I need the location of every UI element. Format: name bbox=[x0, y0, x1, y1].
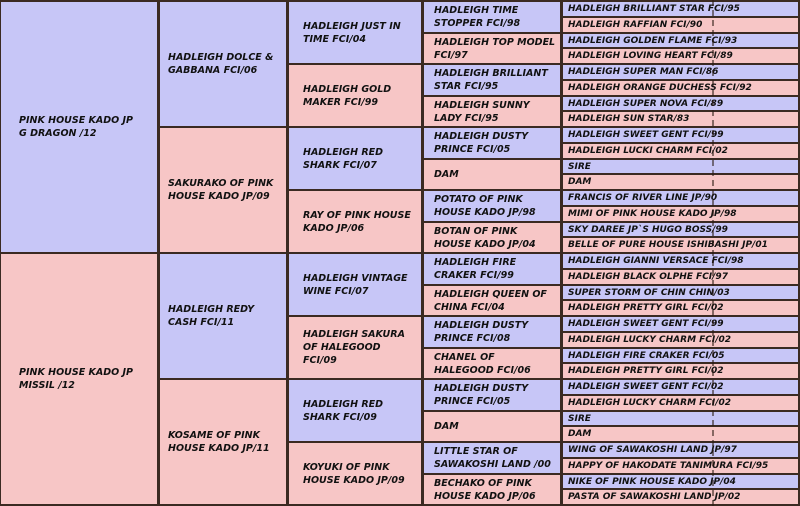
gen5-ancestor: HADLEIGH LUCKY CHARM FCI/02 bbox=[563, 333, 798, 347]
gen5-ancestor: HADLEIGH BLACK OLPHE FCI/97 bbox=[563, 270, 798, 284]
gen5-ancestor: HADLEIGH LUCKI CHARM FCI/02 bbox=[563, 144, 798, 158]
gen5-ancestor: HAPPY OF HAKODATE TANIMURA FCI/95 bbox=[563, 459, 798, 473]
gen5-ancestor: FRANCIS OF RIVER LINE JP/90 bbox=[563, 191, 798, 205]
gen5-ancestor: HADLEIGH SWEET GENT FCI/99 bbox=[563, 128, 798, 142]
gen3-ancestor: HADLEIGH RED SHARK FCI/09 bbox=[289, 380, 421, 441]
gen5-ancestor: HADLEIGH GOLDEN FLAME FCI/93 bbox=[563, 34, 798, 47]
gen4-ancestor: DAM bbox=[424, 160, 560, 189]
gen3-ancestor: KOYUKI OF PINK HOUSE KADO JP/09 bbox=[289, 443, 421, 504]
gen4-ancestor: HADLEIGH BRILLIANT STAR FCI/95 bbox=[424, 65, 560, 95]
gen4-ancestor: BOTAN OF PINK HOUSE KADO JP/04 bbox=[424, 223, 560, 252]
gen5-ancestor: HADLEIGH SWEET GENT FCI/99 bbox=[563, 317, 798, 331]
gen4-ancestor: HADLEIGH SUNNY LADY FCI/95 bbox=[424, 97, 560, 126]
gen3-ancestor: RAY OF PINK HOUSE KADO JP/06 bbox=[289, 191, 421, 252]
gen2-ancestor: HADLEIGH REDY CASH FCI/11 bbox=[160, 254, 286, 378]
gen4-ancestor: BECHAKO OF PINK HOUSE KADO JP/06 bbox=[424, 475, 560, 504]
gen4-ancestor: HADLEIGH DUSTY PRINCE FCI/05 bbox=[424, 128, 560, 158]
gen5-ancestor: DAM bbox=[563, 175, 798, 189]
gen5-ancestor: SIRE bbox=[563, 160, 798, 173]
gen5-ancestor: HADLEIGH BRILLIANT STAR FCI/95 bbox=[563, 2, 798, 16]
gen5-ancestor: BELLE OF PURE HOUSE ISHIBASHI JP/01 bbox=[563, 238, 798, 252]
gen4-ancestor: HADLEIGH DUSTY PRINCE FCI/08 bbox=[424, 317, 560, 347]
gen5-ancestor: HADLEIGH LUCKY CHARM FCI/02 bbox=[563, 396, 798, 410]
gen3-ancestor: HADLEIGH GOLD MAKER FCI/99 bbox=[289, 65, 421, 126]
gen4-ancestor: HADLEIGH QUEEN OF CHINA FCI/04 bbox=[424, 286, 560, 315]
gen4-ancestor: POTATO OF PINK HOUSE KADO JP/98 bbox=[424, 191, 560, 221]
gen4-ancestor: HADLEIGH TOP MODEL FCI/97 bbox=[424, 34, 560, 63]
gen3-ancestor: HADLEIGH RED SHARK FCI/07 bbox=[289, 128, 421, 189]
gen3-ancestor: HADLEIGH SAKURA OF HALEGOOD FCI/09 bbox=[289, 317, 421, 378]
gen3-ancestor: HADLEIGH VINTAGE WINE FCI/07 bbox=[289, 254, 421, 315]
gen5-ancestor: NIKE OF PINK HOUSE KADO JP/04 bbox=[563, 475, 798, 488]
gen4-ancestor: HADLEIGH FIRE CRAKER FCI/99 bbox=[424, 254, 560, 284]
gen2-ancestor: SAKURAKO OF PINK HOUSE KADO JP/09 bbox=[160, 128, 286, 252]
gen5-ancestor: HADLEIGH PRETTY GIRL FCI/02 bbox=[563, 364, 798, 378]
gen5-ancestor: SUPER STORM OF CHIN CHIN/03 bbox=[563, 286, 798, 299]
gen5-ancestor: MIMI OF PINK HOUSE KADO JP/98 bbox=[563, 207, 798, 221]
gen5-ancestor: HADLEIGH SWEET GENT FCI/02 bbox=[563, 380, 798, 394]
gen4-ancestor: HADLEIGH DUSTY PRINCE FCI/05 bbox=[424, 380, 560, 410]
gen5-ancestor: WING OF SAWAKOSHI LAND JP/97 bbox=[563, 443, 798, 457]
gen5-ancestor: HADLEIGH SUPER NOVA FCI/89 bbox=[563, 97, 798, 110]
gen4-ancestor: CHANEL OF HALEGOOD FCI/06 bbox=[424, 349, 560, 378]
gen5-ancestor: HADLEIGH LOVING HEART FCI/89 bbox=[563, 49, 798, 63]
gen5-ancestor: HADLEIGH FIRE CRAKER FCI/05 bbox=[563, 349, 798, 362]
dog-2: PINK HOUSE KADO JP MISSIL /12 bbox=[1, 254, 157, 504]
gen5-ancestor: HADLEIGH RAFFIAN FCI/90 bbox=[563, 18, 798, 32]
gen2-ancestor: HADLEIGH DOLCE & GABBANA FCI/06 bbox=[160, 2, 286, 126]
gen4-ancestor: HADLEIGH TIME STOPPER FCI/98 bbox=[424, 2, 560, 32]
gen3-ancestor: HADLEIGH JUST IN TIME FCI/04 bbox=[289, 2, 421, 63]
gen4-ancestor: DAM bbox=[424, 412, 560, 441]
gen5-ancestor: SKY DAREE JP`S HUGO BOSS/99 bbox=[563, 223, 798, 236]
gen5-ancestor: PASTA OF SAWAKOSHI LAND JP/02 bbox=[563, 490, 798, 504]
dog-1: PINK HOUSE KADO JP G DRAGON /12 bbox=[1, 2, 157, 252]
gen5-ancestor: DAM bbox=[563, 427, 798, 441]
gen5-ancestor: HADLEIGH PRETTY GIRL FCI/02 bbox=[563, 301, 798, 315]
gen5-ancestor: SIRE bbox=[563, 412, 798, 425]
gen4-ancestor: LITTLE STAR OF SAWAKOSHI LAND /00 bbox=[424, 443, 560, 473]
gen5-ancestor: HADLEIGH SUN STAR/83 bbox=[563, 112, 798, 126]
gen2-ancestor: KOSAME OF PINK HOUSE KADO JP/11 bbox=[160, 380, 286, 504]
gen5-ancestor: HADLEIGH ORANGE DUCHESS FCI/92 bbox=[563, 81, 798, 95]
gen5-ancestor: HADLEIGH GIANNI VERSACE FCI/98 bbox=[563, 254, 798, 268]
gen5-ancestor: HADLEIGH SUPER MAN FCI/86 bbox=[563, 65, 798, 79]
